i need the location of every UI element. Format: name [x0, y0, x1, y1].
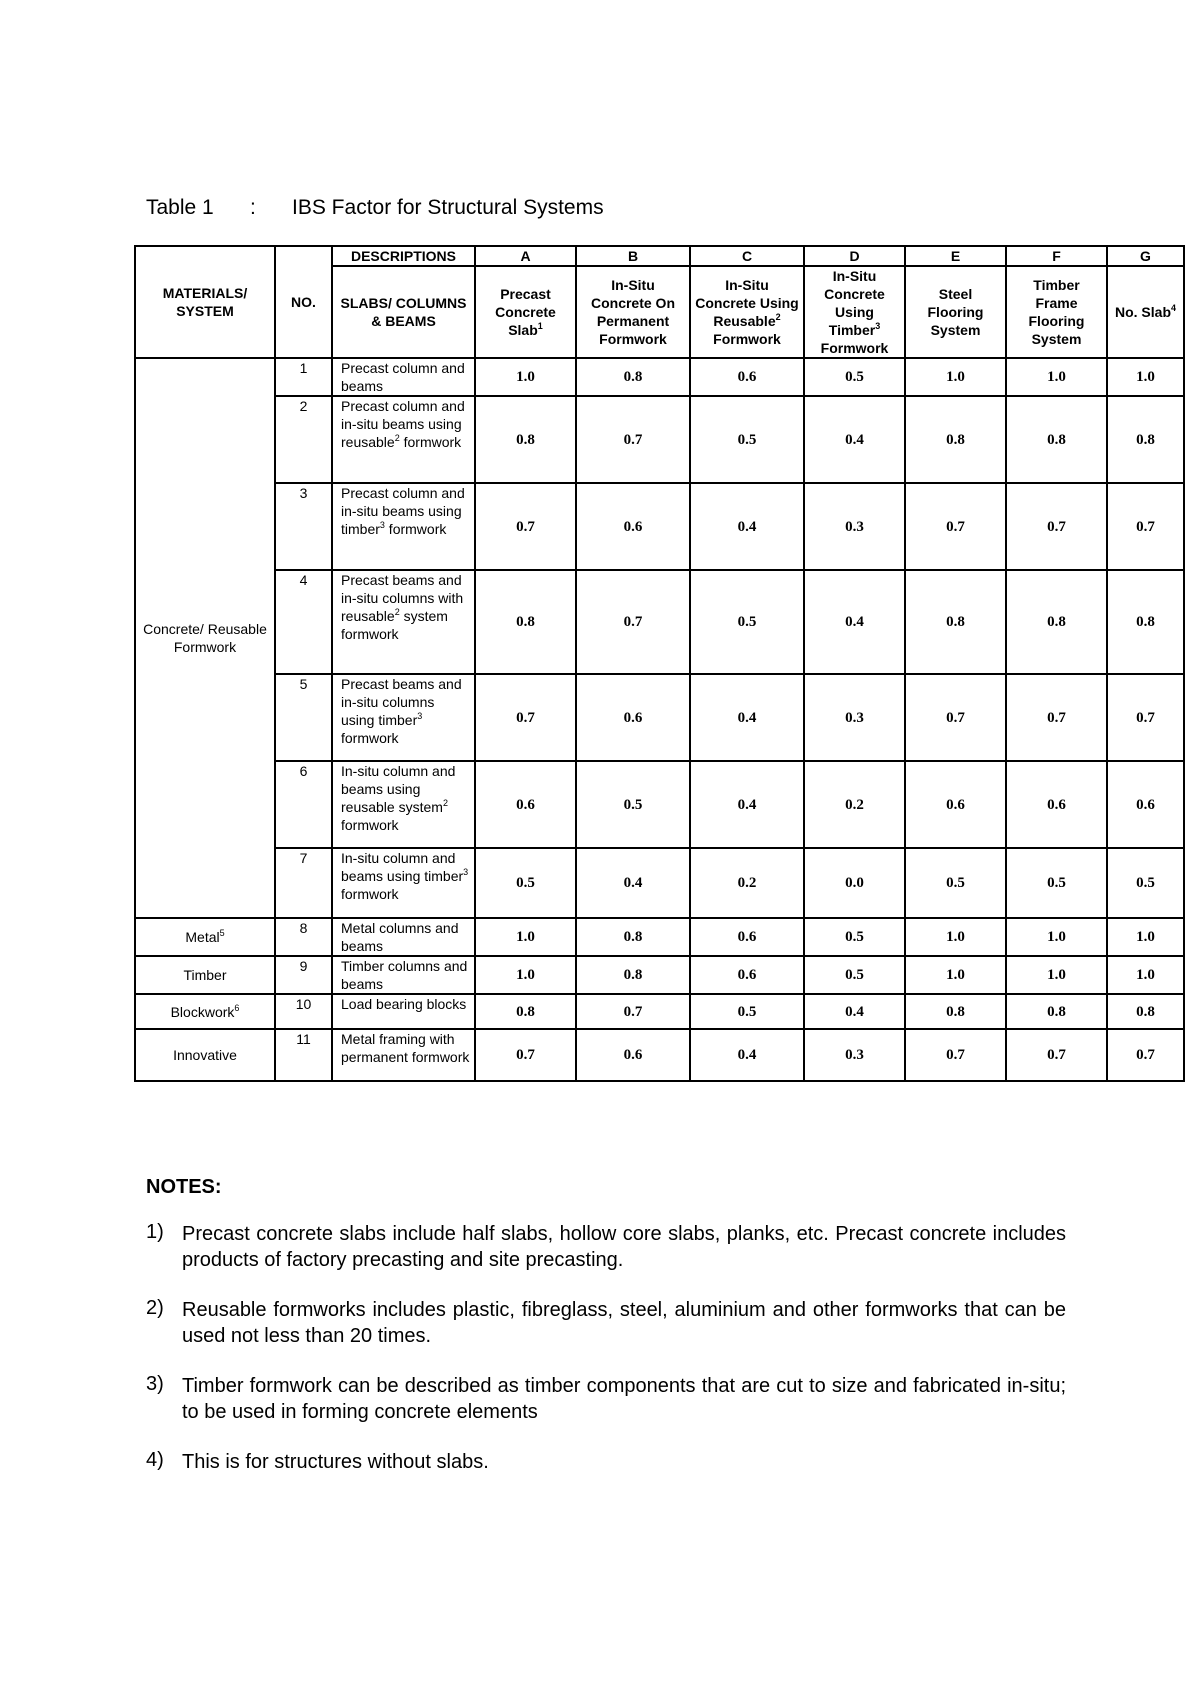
factor-value-f: 0.8	[1006, 396, 1107, 483]
row-number: 9	[275, 956, 332, 994]
note-text: Reusable formworks includes plastic, fibreglass, steel, aluminium and other formworks that can be used not less than 20 times.	[182, 1299, 1066, 1347]
factor-value-f: 0.5	[1006, 848, 1107, 918]
factor-value-f: 0.8	[1006, 994, 1107, 1029]
factor-value-c: 0.5	[690, 570, 804, 674]
col-name-b	[576, 266, 690, 358]
footnote-ref: 1	[537, 321, 543, 331]
footnote-ref: 3	[379, 520, 385, 530]
row-description	[332, 358, 475, 396]
factor-value-b: 0.8	[576, 918, 690, 956]
factor-value-a: 1.0	[475, 918, 576, 956]
description-text-after: formwork	[341, 730, 399, 746]
factor-value-d: 0.5	[804, 918, 905, 956]
description-text-after: formwork	[341, 817, 399, 833]
col-letter-b: B	[576, 246, 690, 266]
factor-value-a: 0.8	[475, 994, 576, 1029]
factor-value-a: 0.6	[475, 761, 576, 848]
footnote-ref: 2	[394, 607, 400, 617]
table-row	[135, 918, 1184, 956]
factor-value-b: 0.7	[576, 396, 690, 483]
material-label: Metal	[185, 929, 220, 945]
row-description	[332, 994, 475, 1029]
cell-text: Steel Flooring System	[927, 286, 984, 338]
material-cell	[135, 1029, 275, 1081]
factor-value-g: 0.5	[1107, 848, 1184, 918]
factor-value-e: 0.8	[905, 570, 1006, 674]
factor-value-b: 0.8	[576, 956, 690, 994]
description-text-after: formwork	[399, 434, 462, 450]
factor-value-g: 0.8	[1107, 396, 1184, 483]
factor-value-b: 0.5	[576, 761, 690, 848]
row-description	[332, 396, 475, 483]
factor-value-c: 0.5	[690, 396, 804, 483]
col-letter-f: F	[1006, 246, 1107, 266]
table-row	[135, 358, 1184, 396]
cell-text: Precast Concrete Slab	[495, 286, 556, 338]
factor-value-f: 0.7	[1006, 674, 1107, 761]
note-number: 2)	[146, 1297, 164, 1319]
description-text: In-situ column and beams using reusable system	[341, 763, 456, 815]
row-number: 11	[275, 1029, 332, 1081]
material-cell	[135, 918, 275, 956]
factor-value-g: 0.7	[1107, 674, 1184, 761]
footnote-ref: 6	[234, 1002, 240, 1013]
description-text: Precast beams and in-situ columns with reusable	[341, 572, 464, 624]
description-text: Precast column and in-situ beams using reusable	[341, 398, 465, 450]
col-letter-g: G	[1107, 246, 1184, 266]
col-name-c	[690, 266, 804, 358]
table-row	[135, 1029, 1184, 1081]
description-text: Metal framing with permanent formwork	[341, 1031, 470, 1065]
factor-value-e: 0.8	[905, 994, 1006, 1029]
notes-title: NOTES:	[146, 1176, 222, 1198]
row-number: 6	[275, 761, 332, 848]
factor-value-g: 1.0	[1107, 918, 1184, 956]
factor-value-g: 1.0	[1107, 358, 1184, 396]
note-text: Timber formwork can be described as timber components that are cut to size and fabricated in-situ; to be used in forming concrete elements	[182, 1375, 1066, 1423]
col-name-f	[1006, 266, 1107, 358]
row-number: 5	[275, 674, 332, 761]
table-row	[135, 570, 1184, 674]
footnote-ref: 5	[219, 928, 225, 938]
material-label: Blockwork	[170, 1003, 235, 1020]
factor-value-d: 0.2	[804, 761, 905, 848]
factor-value-a: 0.7	[475, 483, 576, 570]
notes-list	[146, 1221, 1066, 1475]
factor-value-d: 0.3	[804, 483, 905, 570]
table-row	[135, 761, 1184, 848]
col-name-g	[1107, 266, 1184, 358]
note-text: Precast concrete slabs include half slabs, hollow core slabs, planks, etc. Precast concrete includes products of factory precasting and site precasting.	[182, 1223, 1066, 1271]
factor-value-d: 0.4	[804, 396, 905, 483]
factor-value-a: 0.5	[475, 848, 576, 918]
row-number: 8	[275, 918, 332, 956]
cell-text-after: Formwork	[820, 340, 889, 356]
table-row	[135, 396, 1184, 483]
factor-value-g: 0.8	[1107, 570, 1184, 674]
factor-value-b: 0.6	[576, 674, 690, 761]
factor-value-e: 0.7	[905, 674, 1006, 761]
factor-value-d: 0.3	[804, 674, 905, 761]
note-number: 4)	[146, 1449, 164, 1471]
material-cell	[135, 956, 275, 994]
note-item	[146, 1449, 1066, 1475]
table-body	[135, 246, 1184, 1081]
footnote-ref: 3	[875, 321, 881, 331]
factor-value-d: 0.0	[804, 848, 905, 918]
footnote-ref: 2	[442, 798, 448, 808]
factor-value-c: 0.4	[690, 483, 804, 570]
description-text: Precast column and beams	[341, 360, 465, 394]
description-text: Load bearing blocks	[341, 996, 467, 1012]
note-number: 1)	[146, 1221, 164, 1243]
note-item	[146, 1297, 1066, 1349]
description-text: Timber columns and beams	[341, 958, 468, 992]
material-label: Timber	[183, 967, 227, 983]
row-description	[332, 956, 475, 994]
cell-text: In-Situ Concrete On Permanent Formwork	[590, 277, 675, 347]
col-letter-e: E	[905, 246, 1006, 266]
factor-value-a: 1.0	[475, 358, 576, 396]
factor-value-f: 0.6	[1006, 761, 1107, 848]
factor-value-c: 0.2	[690, 848, 804, 918]
cell-text: No. Slab	[1114, 304, 1171, 320]
factor-value-e: 0.6	[905, 761, 1006, 848]
factor-value-a: 0.8	[475, 396, 576, 483]
material-label: Concrete/ Reusable Formwork	[143, 621, 267, 655]
material-label: Innovative	[173, 1047, 237, 1063]
col-letter-a: A	[475, 246, 576, 266]
factor-value-f: 1.0	[1006, 358, 1107, 396]
note-number: 3)	[146, 1373, 164, 1395]
factor-value-e: 0.8	[905, 396, 1006, 483]
factor-value-b: 0.8	[576, 358, 690, 396]
caption-separator: :	[250, 196, 256, 219]
notes-section	[146, 1176, 1066, 1499]
header-slabs-columns-beams: SLABS/ COLUMNS & BEAMS	[332, 266, 475, 358]
description-text-after: formwork	[384, 521, 447, 537]
factor-value-c: 0.6	[690, 918, 804, 956]
row-number: 1	[275, 358, 332, 396]
factor-value-c: 0.6	[690, 956, 804, 994]
row-description	[332, 918, 475, 956]
factor-value-c: 0.4	[690, 1029, 804, 1081]
factor-value-c: 0.4	[690, 674, 804, 761]
row-number: 7	[275, 848, 332, 918]
factor-value-b: 0.6	[576, 1029, 690, 1081]
factor-value-d: 0.4	[804, 994, 905, 1029]
footnote-ref: 2	[394, 433, 400, 443]
col-name-a	[475, 266, 576, 358]
factor-value-e: 1.0	[905, 358, 1006, 396]
factor-value-c: 0.5	[690, 994, 804, 1029]
factor-value-d: 0.5	[804, 358, 905, 396]
cell-text: In-Situ Concrete Using Timber	[824, 268, 885, 338]
factor-value-g: 0.8	[1107, 994, 1184, 1029]
col-name-d	[804, 266, 905, 358]
factor-value-f: 0.8	[1006, 570, 1107, 674]
col-letter-c: C	[690, 246, 804, 266]
row-number: 3	[275, 483, 332, 570]
factor-value-g: 0.7	[1107, 483, 1184, 570]
factor-value-g: 0.6	[1107, 761, 1184, 848]
factor-value-b: 0.4	[576, 848, 690, 918]
factor-value-b: 0.7	[576, 570, 690, 674]
cell-text: Timber Frame Flooring System	[1028, 277, 1085, 347]
factor-value-a: 0.8	[475, 570, 576, 674]
factor-value-c: 0.6	[690, 358, 804, 396]
factor-value-e: 0.7	[905, 483, 1006, 570]
table-caption	[146, 196, 604, 220]
row-description	[332, 761, 475, 848]
header-no: NO.	[275, 246, 332, 358]
factor-value-g: 0.7	[1107, 1029, 1184, 1081]
table-row	[135, 483, 1184, 570]
row-description	[332, 674, 475, 761]
factor-value-d: 0.5	[804, 956, 905, 994]
footnote-ref: 3	[417, 711, 423, 721]
factor-value-c: 0.4	[690, 761, 804, 848]
description-text: Precast column and in-situ beams using timber	[341, 485, 465, 537]
footnote-ref: 4	[1171, 303, 1177, 313]
factor-value-e: 1.0	[905, 956, 1006, 994]
description-text: In-situ column and beams using timber	[341, 850, 464, 884]
factor-value-b: 0.7	[576, 994, 690, 1029]
cell-text: In-Situ Concrete Using Reusable	[695, 277, 799, 329]
note-item	[146, 1221, 1066, 1273]
table-title: IBS Factor for Structural Systems	[292, 196, 604, 219]
table-row	[135, 674, 1184, 761]
factor-value-f: 0.7	[1006, 483, 1107, 570]
row-description	[332, 1029, 475, 1081]
row-description	[332, 483, 475, 570]
footnote-ref: 2	[775, 312, 781, 322]
row-number: 4	[275, 570, 332, 674]
description-text-after: formwork	[341, 886, 399, 902]
factor-value-f: 1.0	[1006, 956, 1107, 994]
factor-value-g: 1.0	[1107, 956, 1184, 994]
cell-text-after: Formwork	[713, 331, 781, 347]
table-row	[135, 848, 1184, 918]
factor-value-a: 0.7	[475, 1029, 576, 1081]
factor-value-e: 0.5	[905, 848, 1006, 918]
row-number: 2	[275, 396, 332, 483]
col-name-e	[905, 266, 1006, 358]
note-item	[146, 1373, 1066, 1425]
table-row	[135, 956, 1184, 994]
row-description	[332, 570, 475, 674]
header-materials-system: MATERIALS/ SYSTEM	[135, 246, 275, 358]
factor-value-d: 0.3	[804, 1029, 905, 1081]
table-number: Table 1	[146, 196, 214, 219]
header-descriptions: DESCRIPTIONS	[332, 246, 475, 266]
description-text-after: system formwork	[341, 608, 448, 642]
row-number: 10	[275, 994, 332, 1029]
factor-value-f: 1.0	[1006, 918, 1107, 956]
description-text: Metal columns and beams	[341, 920, 459, 954]
factor-value-e: 1.0	[905, 918, 1006, 956]
factor-value-f: 0.7	[1006, 1029, 1107, 1081]
factor-value-b: 0.6	[576, 483, 690, 570]
factor-value-d: 0.4	[804, 570, 905, 674]
footnote-ref: 3	[463, 867, 469, 877]
factor-value-e: 0.7	[905, 1029, 1006, 1081]
description-text: Precast beams and in-situ columns using timber	[341, 676, 462, 728]
ibs-factor-table	[134, 245, 1185, 1082]
note-text: This is for structures without slabs.	[182, 1451, 489, 1473]
col-letter-d: D	[804, 246, 905, 266]
table-row	[135, 994, 1184, 1029]
factor-value-a: 0.7	[475, 674, 576, 761]
factor-value-a: 1.0	[475, 956, 576, 994]
material-cell	[135, 358, 275, 918]
row-description	[332, 848, 475, 918]
material-cell	[135, 994, 275, 1029]
